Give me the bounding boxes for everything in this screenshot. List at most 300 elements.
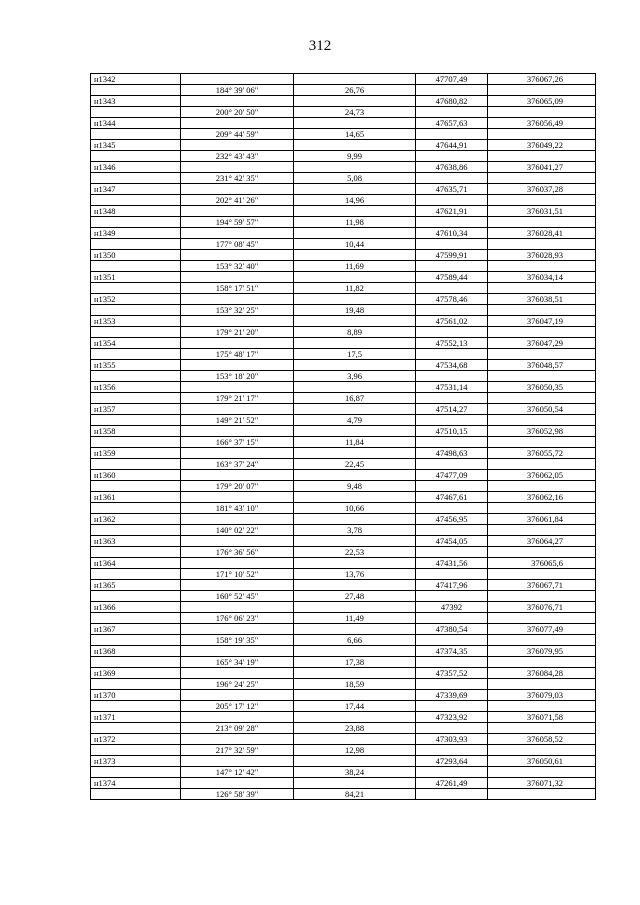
empty-cell	[181, 756, 294, 767]
y-coordinate: 376084,28	[488, 668, 596, 679]
empty-cell	[91, 129, 181, 140]
point-row	[91, 690, 596, 701]
point-row	[91, 316, 596, 327]
y-coordinate: 376076,71	[488, 602, 596, 613]
empty-cell	[181, 646, 294, 657]
y-coordinate: 376065,09	[488, 96, 596, 107]
empty-cell	[294, 558, 416, 569]
empty-cell	[488, 745, 596, 756]
x-coordinate: 47293,64	[416, 756, 488, 767]
empty-cell	[294, 514, 416, 525]
y-coordinate: 376047,19	[488, 316, 596, 327]
empty-cell	[181, 162, 294, 173]
point-id: н1366	[91, 602, 181, 613]
direction-angle: 165° 34' 19"	[181, 657, 294, 668]
x-coordinate: 47610,34	[416, 228, 488, 239]
empty-cell	[91, 657, 181, 668]
y-coordinate: 376049,22	[488, 140, 596, 151]
direction-angle: 209° 44' 59"	[181, 129, 294, 140]
segment-length: 6,66	[294, 635, 416, 646]
direction-angle: 217° 32' 59"	[181, 745, 294, 756]
empty-cell	[488, 635, 596, 646]
empty-cell	[181, 426, 294, 437]
y-coordinate: 376034,14	[488, 272, 596, 283]
point-id: н1374	[91, 778, 181, 789]
empty-cell	[488, 437, 596, 448]
segment-row	[91, 85, 596, 96]
empty-cell	[181, 558, 294, 569]
direction-angle: 160° 52' 45"	[181, 591, 294, 602]
empty-cell	[91, 459, 181, 470]
empty-cell	[294, 162, 416, 173]
x-coordinate: 47561,02	[416, 316, 488, 327]
direction-angle: 196° 24' 25"	[181, 679, 294, 690]
empty-cell	[91, 283, 181, 294]
direction-angle: 175° 48' 17"	[181, 349, 294, 360]
empty-cell	[416, 635, 488, 646]
y-coordinate: 376071,58	[488, 712, 596, 723]
x-coordinate: 47261,49	[416, 778, 488, 789]
empty-cell	[181, 250, 294, 261]
empty-cell	[416, 613, 488, 624]
empty-cell	[181, 382, 294, 393]
segment-length: 11,69	[294, 261, 416, 272]
x-coordinate: 47323,92	[416, 712, 488, 723]
x-coordinate: 47339,69	[416, 690, 488, 701]
empty-cell	[488, 525, 596, 536]
x-coordinate: 47638,86	[416, 162, 488, 173]
point-row	[91, 294, 596, 305]
segment-row	[91, 393, 596, 404]
y-coordinate: 376064,27	[488, 536, 596, 547]
empty-cell	[91, 349, 181, 360]
empty-cell	[294, 602, 416, 613]
point-row	[91, 734, 596, 745]
point-row	[91, 536, 596, 547]
empty-cell	[294, 426, 416, 437]
x-coordinate: 47621,91	[416, 206, 488, 217]
point-id: н1348	[91, 206, 181, 217]
direction-angle: 205° 17' 12"	[181, 701, 294, 712]
empty-cell	[294, 118, 416, 129]
empty-cell	[91, 679, 181, 690]
empty-cell	[416, 415, 488, 426]
point-id: н1372	[91, 734, 181, 745]
empty-cell	[294, 184, 416, 195]
empty-cell	[416, 349, 488, 360]
point-id: н1361	[91, 492, 181, 503]
direction-angle: 177° 08' 45"	[181, 239, 294, 250]
segment-row	[91, 745, 596, 756]
y-coordinate: 376048,57	[488, 360, 596, 371]
y-coordinate: 376031,51	[488, 206, 596, 217]
empty-cell	[91, 151, 181, 162]
empty-cell	[488, 767, 596, 778]
segment-length: 11,98	[294, 217, 416, 228]
point-row	[91, 646, 596, 657]
direction-angle: 194° 59' 57"	[181, 217, 294, 228]
empty-cell	[294, 338, 416, 349]
segment-length: 11,82	[294, 283, 416, 294]
direction-angle: 147° 12' 42"	[181, 767, 294, 778]
y-coordinate: 376077,49	[488, 624, 596, 635]
x-coordinate: 47303,93	[416, 734, 488, 745]
segment-row	[91, 217, 596, 228]
empty-cell	[294, 690, 416, 701]
empty-cell	[181, 74, 294, 85]
empty-cell	[181, 514, 294, 525]
x-coordinate: 47392	[416, 602, 488, 613]
empty-cell	[488, 151, 596, 162]
empty-cell	[91, 481, 181, 492]
direction-angle: 181° 43' 10"	[181, 503, 294, 514]
empty-cell	[294, 294, 416, 305]
empty-cell	[181, 712, 294, 723]
point-id: н1350	[91, 250, 181, 261]
empty-cell	[416, 767, 488, 778]
empty-cell	[181, 778, 294, 789]
empty-cell	[294, 206, 416, 217]
empty-cell	[488, 415, 596, 426]
segment-row	[91, 525, 596, 536]
point-id: н1352	[91, 294, 181, 305]
point-row	[91, 184, 596, 195]
segment-row	[91, 679, 596, 690]
empty-cell	[294, 668, 416, 679]
empty-cell	[91, 305, 181, 316]
y-coordinate: 376079,95	[488, 646, 596, 657]
empty-cell	[91, 239, 181, 250]
empty-cell	[181, 118, 294, 129]
x-coordinate: 47498,63	[416, 448, 488, 459]
empty-cell	[91, 327, 181, 338]
empty-cell	[416, 151, 488, 162]
point-row	[91, 118, 596, 129]
segment-length: 3,78	[294, 525, 416, 536]
x-coordinate: 47599,91	[416, 250, 488, 261]
empty-cell	[416, 239, 488, 250]
empty-cell	[91, 701, 181, 712]
empty-cell	[181, 316, 294, 327]
segment-row	[91, 613, 596, 624]
point-id: н1342	[91, 74, 181, 85]
segment-length: 17,44	[294, 701, 416, 712]
direction-angle: 179° 21' 17"	[181, 393, 294, 404]
point-id: н1362	[91, 514, 181, 525]
segment-row	[91, 305, 596, 316]
segment-row	[91, 591, 596, 602]
y-coordinate: 376050,61	[488, 756, 596, 767]
empty-cell	[488, 591, 596, 602]
empty-cell	[416, 437, 488, 448]
empty-cell	[416, 745, 488, 756]
point-id: н1364	[91, 558, 181, 569]
empty-cell	[294, 404, 416, 415]
point-row	[91, 382, 596, 393]
point-id: н1368	[91, 646, 181, 657]
empty-cell	[416, 525, 488, 536]
direction-angle: 163° 37' 24"	[181, 459, 294, 470]
x-coordinate: 47644,91	[416, 140, 488, 151]
y-coordinate: 376050,35	[488, 382, 596, 393]
x-coordinate: 47534,68	[416, 360, 488, 371]
empty-cell	[488, 283, 596, 294]
y-coordinate: 376079,03	[488, 690, 596, 701]
empty-cell	[91, 789, 181, 800]
empty-cell	[91, 569, 181, 580]
empty-cell	[91, 745, 181, 756]
x-coordinate: 47635,71	[416, 184, 488, 195]
segment-length: 9,48	[294, 481, 416, 492]
direction-angle: 149° 21' 52"	[181, 415, 294, 426]
point-row	[91, 96, 596, 107]
empty-cell	[181, 492, 294, 503]
x-coordinate: 47657,63	[416, 118, 488, 129]
direction-angle: 200° 20' 50"	[181, 107, 294, 118]
segment-row	[91, 239, 596, 250]
point-id: н1358	[91, 426, 181, 437]
segment-length: 8,89	[294, 327, 416, 338]
empty-cell	[294, 272, 416, 283]
direction-angle: 179° 21' 20"	[181, 327, 294, 338]
segment-length: 22,45	[294, 459, 416, 470]
empty-cell	[294, 96, 416, 107]
point-row	[91, 602, 596, 613]
segment-row	[91, 151, 596, 162]
direction-angle: 176° 36' 56"	[181, 547, 294, 558]
empty-cell	[488, 393, 596, 404]
y-coordinate: 376056,49	[488, 118, 596, 129]
x-coordinate: 47514,27	[416, 404, 488, 415]
direction-angle: 232° 43' 43"	[181, 151, 294, 162]
point-row	[91, 74, 596, 85]
segment-length: 11,84	[294, 437, 416, 448]
direction-angle: 202° 41' 26"	[181, 195, 294, 206]
empty-cell	[416, 107, 488, 118]
point-id: н1356	[91, 382, 181, 393]
segment-row	[91, 789, 596, 800]
empty-cell	[416, 85, 488, 96]
y-coordinate: 376062,16	[488, 492, 596, 503]
empty-cell	[488, 547, 596, 558]
point-row	[91, 272, 596, 283]
x-coordinate: 47380,54	[416, 624, 488, 635]
x-coordinate: 47417,96	[416, 580, 488, 591]
empty-cell	[294, 536, 416, 547]
segment-row	[91, 173, 596, 184]
empty-cell	[488, 789, 596, 800]
segment-length: 16,87	[294, 393, 416, 404]
empty-cell	[91, 723, 181, 734]
y-coordinate: 376071,32	[488, 778, 596, 789]
empty-cell	[91, 371, 181, 382]
segment-row	[91, 261, 596, 272]
segment-length: 17,5	[294, 349, 416, 360]
y-coordinate: 376065,6	[488, 558, 596, 569]
empty-cell	[294, 778, 416, 789]
segment-row	[91, 437, 596, 448]
point-row	[91, 360, 596, 371]
segment-row	[91, 195, 596, 206]
direction-angle: 166° 37' 15"	[181, 437, 294, 448]
segment-row	[91, 283, 596, 294]
empty-cell	[181, 96, 294, 107]
empty-cell	[91, 107, 181, 118]
empty-cell	[488, 173, 596, 184]
segment-length: 23,88	[294, 723, 416, 734]
empty-cell	[488, 503, 596, 514]
direction-angle: 176° 06' 23"	[181, 613, 294, 624]
empty-cell	[181, 470, 294, 481]
empty-cell	[488, 371, 596, 382]
segment-length: 9,99	[294, 151, 416, 162]
empty-cell	[294, 734, 416, 745]
empty-cell	[181, 184, 294, 195]
empty-cell	[181, 404, 294, 415]
direction-angle: 140° 02' 22"	[181, 525, 294, 536]
empty-cell	[91, 547, 181, 558]
segment-length: 27,48	[294, 591, 416, 602]
empty-cell	[91, 767, 181, 778]
segment-length: 18,59	[294, 679, 416, 690]
empty-cell	[91, 437, 181, 448]
empty-cell	[294, 360, 416, 371]
point-row	[91, 404, 596, 415]
empty-cell	[416, 371, 488, 382]
segment-length: 84,21	[294, 789, 416, 800]
segment-length: 14,65	[294, 129, 416, 140]
point-row	[91, 162, 596, 173]
point-row	[91, 338, 596, 349]
point-id: н1355	[91, 360, 181, 371]
empty-cell	[416, 173, 488, 184]
point-id: н1344	[91, 118, 181, 129]
point-id: н1353	[91, 316, 181, 327]
empty-cell	[488, 613, 596, 624]
empty-cell	[181, 140, 294, 151]
x-coordinate: 47680,82	[416, 96, 488, 107]
point-id: н1351	[91, 272, 181, 283]
empty-cell	[294, 140, 416, 151]
segment-row	[91, 349, 596, 360]
point-id: н1370	[91, 690, 181, 701]
empty-cell	[91, 635, 181, 646]
x-coordinate: 47431,56	[416, 558, 488, 569]
y-coordinate: 376047,29	[488, 338, 596, 349]
y-coordinate: 376058,52	[488, 734, 596, 745]
empty-cell	[488, 657, 596, 668]
empty-cell	[181, 624, 294, 635]
segment-row	[91, 371, 596, 382]
x-coordinate: 47477,09	[416, 470, 488, 481]
point-id: н1347	[91, 184, 181, 195]
empty-cell	[294, 316, 416, 327]
empty-cell	[488, 195, 596, 206]
point-row	[91, 492, 596, 503]
direction-angle: 153° 32' 40"	[181, 261, 294, 272]
empty-cell	[416, 591, 488, 602]
segment-row	[91, 129, 596, 140]
y-coordinate: 376067,26	[488, 74, 596, 85]
segment-length: 10,66	[294, 503, 416, 514]
segment-row	[91, 459, 596, 470]
empty-cell	[91, 415, 181, 426]
segment-row	[91, 547, 596, 558]
empty-cell	[488, 349, 596, 360]
segment-length: 26,76	[294, 85, 416, 96]
empty-cell	[294, 470, 416, 481]
point-id: н1369	[91, 668, 181, 679]
y-coordinate: 376041,27	[488, 162, 596, 173]
y-coordinate: 376050,54	[488, 404, 596, 415]
direction-angle: 153° 32' 25"	[181, 305, 294, 316]
empty-cell	[416, 481, 488, 492]
y-coordinate: 376055,72	[488, 448, 596, 459]
x-coordinate: 47552,13	[416, 338, 488, 349]
empty-cell	[416, 503, 488, 514]
direction-angle: 231° 42' 35"	[181, 173, 294, 184]
segment-row	[91, 657, 596, 668]
direction-angle: 171° 10' 52"	[181, 569, 294, 580]
x-coordinate: 47578,46	[416, 294, 488, 305]
empty-cell	[91, 591, 181, 602]
x-coordinate: 47357,52	[416, 668, 488, 679]
segment-length: 14,96	[294, 195, 416, 206]
segment-row	[91, 415, 596, 426]
empty-cell	[488, 459, 596, 470]
point-row	[91, 712, 596, 723]
point-row	[91, 514, 596, 525]
segment-length: 13,76	[294, 569, 416, 580]
empty-cell	[416, 393, 488, 404]
empty-cell	[181, 602, 294, 613]
y-coordinate: 376052,98	[488, 426, 596, 437]
direction-angle: 126° 58' 39"	[181, 789, 294, 800]
empty-cell	[416, 789, 488, 800]
point-id: н1354	[91, 338, 181, 349]
empty-cell	[294, 712, 416, 723]
empty-cell	[91, 525, 181, 536]
y-coordinate: 376062,05	[488, 470, 596, 481]
point-row	[91, 558, 596, 569]
point-row	[91, 206, 596, 217]
segment-row	[91, 723, 596, 734]
point-row	[91, 140, 596, 151]
point-row	[91, 448, 596, 459]
point-row	[91, 250, 596, 261]
point-id: н1346	[91, 162, 181, 173]
empty-cell	[181, 536, 294, 547]
point-row	[91, 228, 596, 239]
coordinates-table	[90, 73, 596, 800]
empty-cell	[488, 305, 596, 316]
empty-cell	[488, 481, 596, 492]
empty-cell	[294, 646, 416, 657]
point-row	[91, 668, 596, 679]
point-id: н1373	[91, 756, 181, 767]
empty-cell	[294, 74, 416, 85]
x-coordinate: 47467,61	[416, 492, 488, 503]
empty-cell	[416, 305, 488, 316]
empty-cell	[488, 217, 596, 228]
empty-cell	[294, 624, 416, 635]
empty-cell	[488, 327, 596, 338]
point-id: н1357	[91, 404, 181, 415]
direction-angle: 179° 20' 07"	[181, 481, 294, 492]
empty-cell	[294, 756, 416, 767]
empty-cell	[416, 129, 488, 140]
empty-cell	[488, 261, 596, 272]
